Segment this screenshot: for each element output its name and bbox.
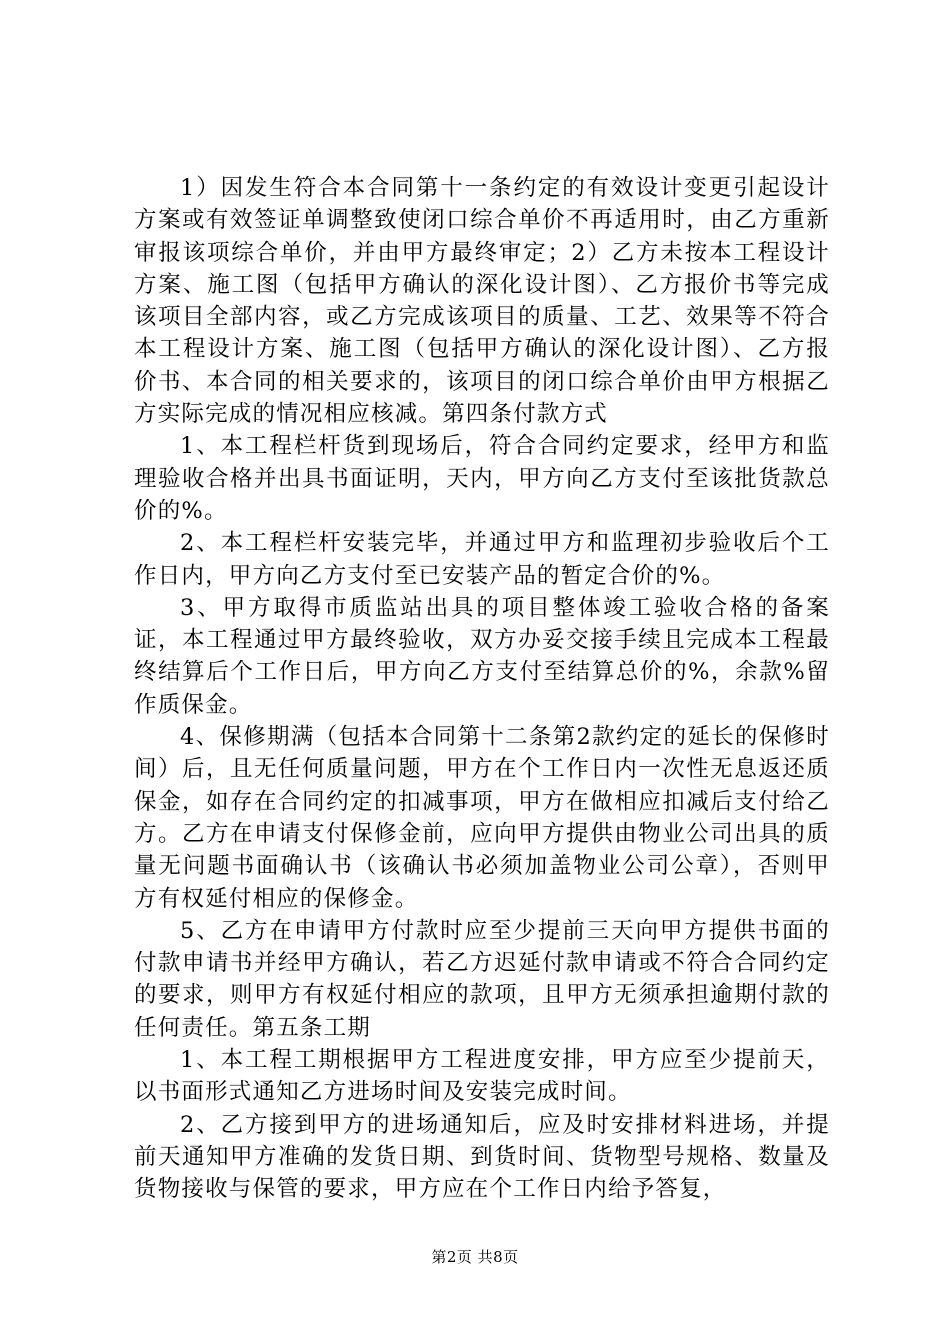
paragraph-price-adjustment: 1）因发生符合本合同第十一条约定的有效设计变更引起设计方案或有效签证单调整致使闭口综合单价不再适用时，由乙方重新审报该项综合单价，并由甲方最终审定；2）乙方未按本工程设计方案、施工图（包括甲方确认的深化设计图）、乙方报价书等完成该项目全部内容，或乙方完成该项目的质量、工艺、效果等不符合本工程设计方案、施工图（包括甲方确认的深化设计图）、乙方报价书、本合同的相关要求的，该项目的闭口综合单价由甲方根据乙方实际完成的情况相应核减。第四条付款方式 <box>134 175 830 428</box>
paragraph-payment-3: 3、甲方取得市质监站出具的项目整体竣工验收合格的备案证，本工程通过甲方最终验收，双方办妥交接手续且完成本工程最终结算后个工作日后，甲方向乙方支付至结算总价的%，余款%留作质保金。 <box>134 594 830 718</box>
paragraph-payment-1: 1、本工程栏杆货到现场后，符合合同约定要求，经甲方和监理验收合格并出具书面证明，天内，甲方向乙方支付至该批货款总价的%。 <box>134 433 830 524</box>
paragraph-schedule-1: 1、本工程工期根据甲方工程进度安排，甲方应至少提前天，以书面形式通知乙方进场时间及安装完成时间。 <box>134 1047 830 1106</box>
document-body <box>134 172 830 1206</box>
paragraph-schedule-2: 2、乙方接到甲方的进场通知后，应及时安排材料进场，并提前天通知甲方准确的发货日期、到货时间、货物型号规格、数量及货物接收与保管的要求，甲方应在个工作日内给予答复， <box>134 1111 830 1203</box>
page-number-footer: 第2页 共8页 <box>431 1248 519 1266</box>
paragraph-payment-4: 4、保修期满（包括本合同第十二条第2款约定的延长的保修时间）后，且无任何质量问题，甲方在个工作日内一次性无息返还质保金，如存在合同约定的扣减事项，甲方在做相应扣减后支付给乙方。乙方在申请支付保修金前，应向甲方提供由物业公司出具的质量无问题书面确认书（该确认书必须加盖物业公司公章），否则甲方有权延付相应的保修金。 <box>134 724 830 912</box>
paragraph-payment-2: 2、本工程栏杆安装完毕，并通过甲方和监理初步验收后个工作日内，甲方向乙方支付至已安装产品的暂定合价的%。 <box>134 530 830 589</box>
paragraph-payment-5: 5、乙方在申请甲方付款时应至少提前三天向甲方提供书面的付款申请书并经甲方确认，若乙方迟延付款申请或不符合合同约定的要求，则甲方有权延付相应的款项，且甲方无须承担逾期付款的任何责任。第五条工期 <box>134 917 830 1041</box>
